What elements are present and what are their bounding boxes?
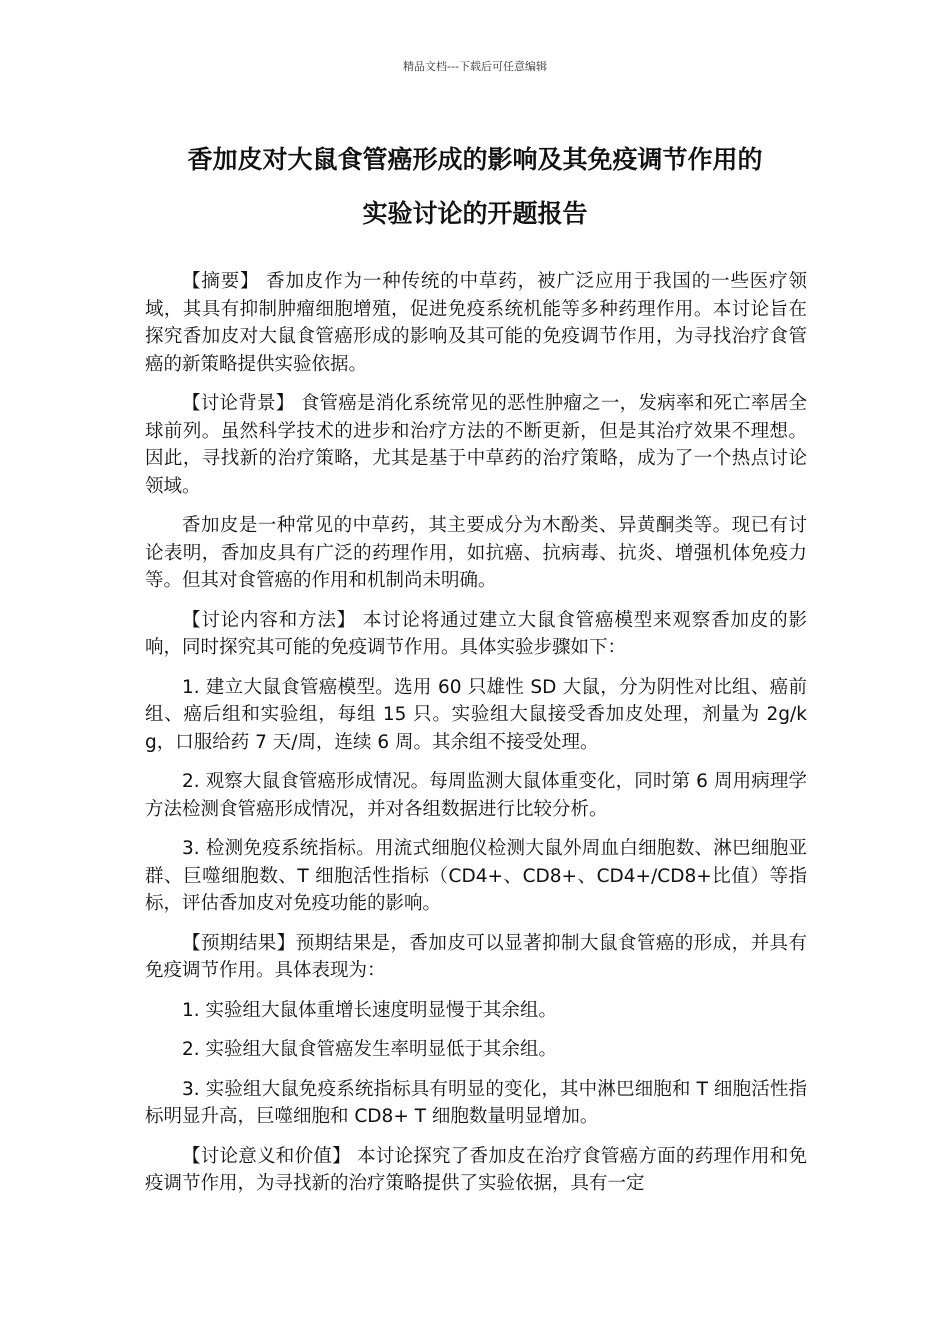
result-item-1: 1. 实验组大鼠体重增长速度明显慢于其余组。: [182, 999, 558, 1021]
document-title-line-2: 实验讨论的开题报告: [362, 199, 588, 228]
method-step-3: 3. 检测免疫系统指标。用流式细胞仪检测大鼠外周血白细胞数、淋巴细胞亚群、巨噬细胞数、T 细胞活性指标（CD4+、CD8+、CD4+/CD8+比值）等指标，评估香加皮对免疫功能的影响。: [145, 838, 807, 914]
document-body: [145, 268, 807, 1210]
expected-results-paragraph: 【预期结果】预期结果是，香加皮可以显著抑制大鼠食管癌的形成，并具有免疫调节作用。具体表现为：: [145, 932, 807, 981]
document-title-line-1: 香加皮对大鼠食管癌形成的影响及其免疫调节作用的: [187, 145, 763, 174]
herb-intro-paragraph: 香加皮是一种常见的中草药，其主要成分为木酚类、异黄酮类等。现已有讨论表明，香加皮具有广泛的药理作用，如抗癌、抗病毒、抗炎、增强机体免疫力等。但其对食管癌的作用和机制尚未明确。: [145, 515, 807, 591]
header-note: 精品文档---下载后可任意编辑: [403, 60, 547, 73]
method-step-1: 1. 建立大鼠食管癌模型。选用 60 只雄性 SD 大鼠，分为阴性对比组、癌前组、癌后组和实验组，每组 15 只。实验组大鼠接受香加皮处理，剂量为 2g/kg，口服给药 7 天/周，连续 6 周。其余组不接受处理。: [145, 676, 807, 753]
significance-paragraph: 【讨论意义和价值】 本讨论探究了香加皮在治疗食管癌方面的药理作用和免疫调节作用，为寻找新的治疗策略提供了实验依据，具有一定: [145, 1145, 807, 1194]
abstract-paragraph: 【摘要】 香加皮作为一种传统的中草药，被广泛应用于我国的一些医疗领域，其具有抑制肿瘤细胞增殖，促进免疫系统机能等多种药理作用。本讨论旨在探究香加皮对大鼠食管癌形成的影响及其可能的免疫调节作用，为寻找治疗食管癌的新策略提供实验依据。: [145, 271, 807, 375]
methods-paragraph: 【讨论内容和方法】 本讨论将通过建立大鼠食管癌模型来观察香加皮的影响，同时探究其可能的免疫调节作用。具体实验步骤如下：: [145, 609, 807, 658]
background-paragraph: 【讨论背景】 食管癌是消化系统常见的恶性肿瘤之一，发病率和死亡率居全球前列。虽然科学技术的进步和治疗方法的不断更新，但是其治疗效果不理想。因此，寻找新的治疗策略，尤其是基于中草药的治疗策略，成为了一个热点讨论领域。: [145, 393, 807, 497]
result-item-2: 2. 实验组大鼠食管癌发生率明显低于其余组。: [182, 1039, 558, 1060]
method-step-2: 2. 观察大鼠食管癌形成情况。每周监测大鼠体重变化，同时第 6 周用病理学方法检测食管癌形成情况，并对各组数据进行比较分析。: [145, 771, 807, 820]
result-item-3: 3. 实验组大鼠免疫系统指标具有明显的变化，其中淋巴细胞和 T 细胞活性指标明显升高，巨噬细胞和 CD8+ T 细胞数量明显增加。: [145, 1078, 807, 1127]
